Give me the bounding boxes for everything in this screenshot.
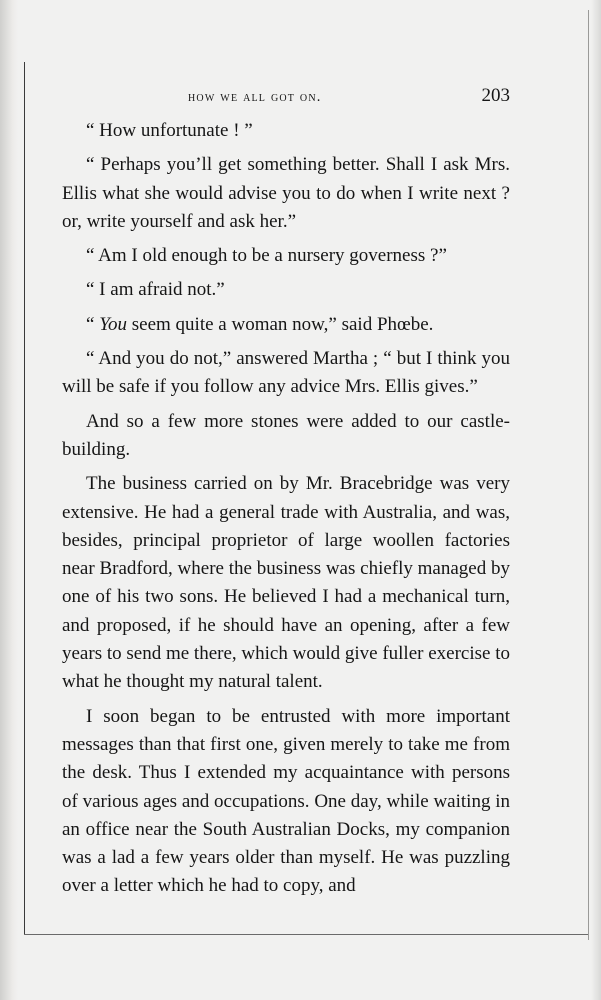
- page-edge-shadow: [591, 0, 601, 1000]
- running-head: how we all got on.: [188, 89, 322, 105]
- page-border-right: [588, 10, 589, 940]
- page-number: 203: [481, 85, 510, 106]
- paragraph: “ And you do not,” answered Martha ; “ but I think you will be safe if you follow any advice Mrs. Ellis gives.”: [62, 348, 510, 398]
- body-text: [62, 117, 510, 901]
- binding-shadow: [0, 0, 18, 1000]
- paragraph: [62, 311, 510, 339]
- open-quote: “: [86, 313, 100, 335]
- paragraph: “ How unfortunate ! ”: [86, 120, 253, 141]
- paragraph: I soon began to be entrusted with more important messages than that first one, given merely to take me from the desk. Thus I extended my acquaintance with persons of various ages and occupations. One day, while waiting in an office near the South Australian Docks, my companion was a lad a few years older than myself. He was puzzling over a letter which he had to copy, and: [62, 705, 510, 897]
- paragraph: “ Am I old enough to be a nursery governess ?”: [86, 245, 447, 267]
- page-header: [62, 86, 512, 110]
- page-border-left: [24, 62, 25, 934]
- paragraph: The business carried on by Mr. Bracebridge was very extensive. He had a general trade with Australia, and was, besides, principal proprietor of large woollen factories near Bradford, where the business was chiefly managed by one of his two sons. He believed I had a mechanical turn, and proposed, if he should have an opening, after a few years to send me there, which would give fuller exercise to what he thought my natural talent.: [62, 473, 510, 693]
- paragraph: “ I am afraid not.”: [86, 279, 225, 301]
- emphasized-word: You: [99, 313, 128, 335]
- paragraph-text: seem quite a woman now,” said Phœbe.: [127, 313, 434, 335]
- paragraph: “ Perhaps you’ll get something better. Shall I ask Mrs. Ellis what she would advise you to do when I write next ? or, write yourself and ask her.”: [62, 154, 510, 232]
- paragraph: And so a few more stones were added to our castle-building.: [62, 410, 510, 460]
- page-border-bottom: [24, 934, 588, 935]
